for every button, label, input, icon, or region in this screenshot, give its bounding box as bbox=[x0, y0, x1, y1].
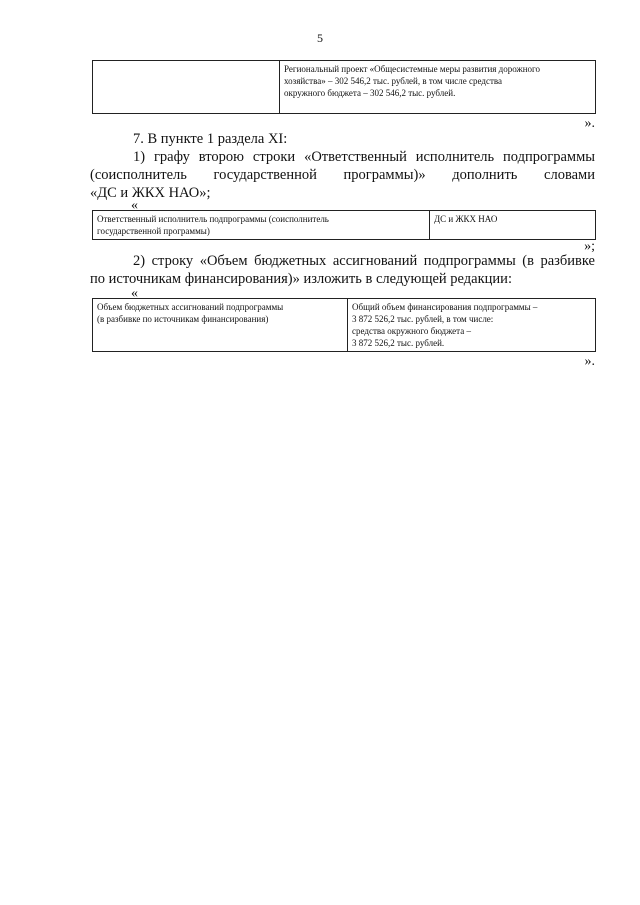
table-row bbox=[93, 61, 596, 114]
item-1-line: «ДС и ЖКХ НАО»; bbox=[90, 185, 211, 201]
cell-line: Объем бюджетных ассигнований подпрограммы bbox=[97, 302, 284, 312]
table-row bbox=[93, 211, 596, 240]
table-cell-right bbox=[348, 299, 596, 352]
page-number: 5 bbox=[317, 31, 323, 45]
table-responsible-executor bbox=[92, 210, 596, 240]
cell-line: окружного бюджета – 302 546,2 тыс. рублей. bbox=[284, 88, 456, 98]
table-budget-allocations bbox=[92, 298, 596, 352]
table-cell-right bbox=[280, 61, 596, 114]
item-2-line: 2) строку «Объем бюджетных ассигнований подпрограммы (в разбивке bbox=[133, 253, 595, 269]
table-cell-left bbox=[93, 299, 348, 352]
item-1-line: 1) графу второю строки «Ответственный исполнитель подпрограммы bbox=[133, 149, 595, 165]
table-cell-left bbox=[93, 61, 280, 114]
table-row bbox=[93, 299, 596, 352]
cell-line: Региональный проект «Общесистемные меры развития дорожного bbox=[284, 64, 541, 74]
closing-quote: ». bbox=[584, 116, 595, 131]
cell-line: 3 872 526,2 тыс. рублей, в том числе: bbox=[352, 314, 494, 324]
table-regional-project bbox=[92, 60, 596, 114]
cell-line: государственной программы) bbox=[97, 226, 210, 236]
table-cell-right: ДС и ЖКХ НАО bbox=[430, 211, 596, 240]
closing-quote: »; bbox=[584, 239, 595, 254]
cell-line: Ответственный исполнитель подпрограммы (соисполнитель bbox=[97, 214, 329, 224]
cell-line: 3 872 526,2 тыс. рублей. bbox=[352, 338, 445, 348]
closing-quote: ». bbox=[584, 354, 595, 369]
item-2-line: по источникам финансирования)» изложить в следующей редакции: bbox=[90, 271, 512, 287]
cell-line: хозяйства» – 302 546,2 тыс. рублей, в том числе средства bbox=[284, 76, 503, 86]
table-cell-left bbox=[93, 211, 430, 240]
cell-line: (в разбивке по источникам финансирования) bbox=[97, 314, 269, 324]
paragraph-7: 7. В пункте 1 раздела XI: bbox=[133, 131, 288, 147]
cell-line: средства окружного бюджета – bbox=[352, 326, 471, 336]
item-1-line: (соисполнитель государственной программы)» дополнить словами bbox=[90, 167, 595, 183]
opening-quote: « bbox=[131, 286, 138, 301]
opening-quote: « bbox=[131, 198, 138, 213]
cell-line: Общий объем финансирования подпрограммы – bbox=[352, 302, 538, 312]
